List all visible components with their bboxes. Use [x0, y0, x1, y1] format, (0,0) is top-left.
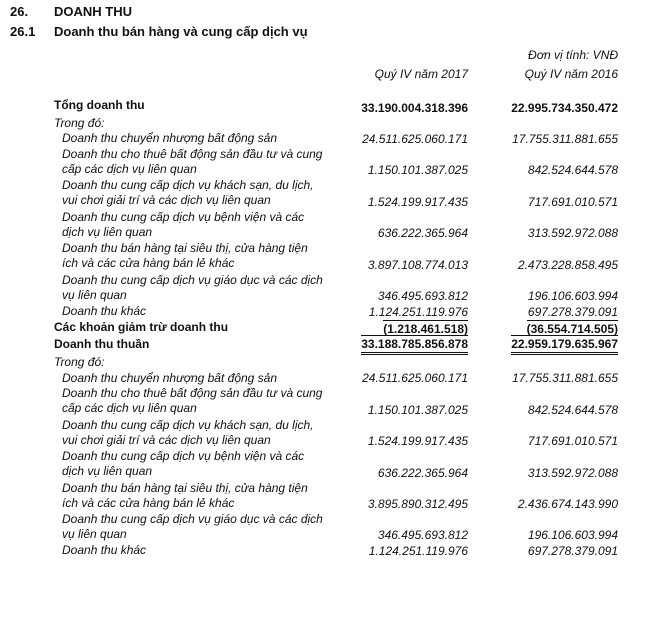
row-label-line: Doanh thu thuần: [54, 337, 150, 352]
row-label-line: Doanh thu cho thuê bất động sản đầu tư và cung: [62, 386, 323, 401]
row-label: [62, 241, 308, 271]
value-2017: 1.150.101.387.025: [367, 163, 468, 178]
row-label: [54, 337, 149, 352]
value-2016: 313.592.972.088: [527, 465, 618, 480]
value-2016: 17.755.311.881.655: [512, 132, 618, 147]
row-label-line: ích và các cửa hàng bán lẻ khác: [62, 256, 235, 271]
value-2017: 636.222.365.964: [377, 226, 468, 241]
value-2016: 717.691.010.571: [527, 194, 618, 209]
row-label-line: dịch vụ liên quan: [62, 224, 153, 239]
revenue-table: [0, 98, 660, 559]
row-label-line: Doanh thu bán hàng tại siêu thị, cửa hàng tiện: [62, 480, 308, 495]
value-2017: 1.124.251.119.976: [368, 544, 468, 559]
row-label: [62, 481, 308, 511]
value-2016: 22.995.734.350.472: [511, 100, 618, 115]
value-2017: 24.511.625.060.171: [362, 132, 468, 147]
row-label: [54, 116, 104, 131]
row-label-line: cấp các dịch vụ liên quan: [62, 401, 197, 416]
value-2016: 313.592.972.088: [527, 226, 618, 241]
value-2016: 842.524.644.578: [527, 402, 618, 417]
table-row: [0, 241, 660, 272]
row-label-line: Doanh thu bán hàng tại siêu thị, cửa hàng tiện: [62, 241, 308, 256]
row-label-line: vụ liên quan: [62, 287, 127, 302]
table-row: [0, 304, 660, 320]
table-row: [0, 147, 660, 178]
row-label-line: dịch vụ liên quan: [62, 464, 153, 479]
value-2017: 1.524.199.917.435: [367, 434, 468, 449]
value-2016: 22.959.179.635.967: [511, 335, 618, 355]
section-number: 26.: [10, 4, 29, 19]
value-2016: 2.436.674.143.990: [517, 497, 618, 512]
table-row: [0, 178, 660, 209]
subsection-title: Doanh thu bán hàng và cung cấp dịch vụ: [54, 24, 308, 39]
row-label: [62, 543, 146, 558]
row-label-line: Doanh thu cho thuê bất động sản đầu tư và cung: [62, 147, 323, 162]
table-row: [0, 273, 660, 304]
value-2017: 636.222.365.964: [377, 465, 468, 480]
table-row: [0, 116, 660, 132]
row-label-line: Doanh thu chuyển nhượng bất động sản: [62, 370, 278, 385]
section-title: DOANH THU: [54, 4, 132, 19]
row-label: [54, 355, 104, 370]
row-label-line: Doanh thu cung cấp dịch vụ bệnh viện và các: [62, 449, 305, 464]
row-label: [62, 449, 304, 479]
value-2016: 2.473.228.858.495: [517, 257, 618, 272]
row-label-line: cấp các dịch vụ liên quan: [62, 162, 197, 177]
value-2017: 1.524.199.917.435: [367, 194, 468, 209]
value-2017: 3.895.890.312.495: [367, 497, 468, 512]
table-row: [0, 210, 660, 241]
table-row: [0, 449, 660, 480]
row-label: [62, 512, 323, 542]
row-label-line: Các khoản giảm trừ doanh thu: [54, 319, 229, 334]
row-label-line: Doanh thu khác: [62, 304, 147, 319]
value-2016: (36.554.714.505): [526, 322, 618, 337]
row-label-line: Doanh thu chuyển nhượng bất động sản: [62, 131, 278, 146]
value-2017: 1.124.251.119.976: [368, 304, 468, 319]
table-row: [0, 386, 660, 417]
row-label-line: Tổng doanh thu: [54, 98, 145, 112]
value-2016: 697.278.379.091: [527, 544, 618, 559]
row-label-line: Trong đó:: [54, 115, 105, 130]
value-2017: 346.495.693.812: [377, 528, 468, 543]
row-label: [54, 98, 145, 113]
table-row: [0, 543, 660, 559]
row-label: [62, 418, 314, 448]
row-label: [62, 131, 277, 146]
value-2017: 1.150.101.387.025: [367, 402, 468, 417]
value-2016: 842.524.644.578: [527, 163, 618, 178]
row-label-line: Doanh thu cung cấp dịch vụ khách sạn, du lịch,: [62, 417, 314, 432]
currency-unit: Đơn vị tính: VNĐ: [528, 48, 618, 62]
row-label-line: Doanh thu cung cấp dịch vụ giáo dục và các dịch: [62, 272, 323, 287]
value-2016: 196.106.603.994: [527, 528, 618, 543]
table-row: [0, 512, 660, 543]
column-header-2017: Quý IV năm 2017: [374, 67, 468, 81]
value-2017: 3.897.108.774.013: [367, 257, 468, 272]
row-label: [62, 178, 314, 208]
row-label: [62, 386, 322, 416]
table-row: [0, 98, 660, 116]
row-label-line: vui chơi giải trí và các dịch vụ liên quan: [62, 193, 271, 208]
table-row: [0, 355, 660, 371]
row-label: [62, 147, 322, 177]
row-label: [62, 210, 304, 240]
row-label-line: Doanh thu cung cấp dịch vụ khách sạn, du lịch,: [62, 178, 314, 193]
row-label: [62, 371, 277, 386]
value-2017: (1.218.461.518): [383, 322, 468, 337]
column-header-2016: Quý IV năm 2016: [524, 67, 618, 81]
row-label: [54, 320, 228, 335]
table-row: [0, 371, 660, 387]
value-2017: 24.511.625.060.171: [362, 371, 468, 386]
row-label-line: Doanh thu khác: [62, 543, 147, 558]
table-row: [0, 418, 660, 449]
row-label: [62, 273, 323, 303]
table-row: [0, 337, 660, 355]
row-label-line: Trong đó:: [54, 355, 105, 370]
value-2016: 717.691.010.571: [527, 434, 618, 449]
row-label-line: Doanh thu cung cấp dịch vụ giáo dục và các dịch: [62, 512, 323, 527]
value-2016: 17.755.311.881.655: [512, 371, 618, 386]
row-label-line: Doanh thu cung cấp dịch vụ bệnh viện và các: [62, 209, 305, 224]
value-2016: 697.278.379.091: [527, 304, 618, 319]
row-label-line: vụ liên quan: [62, 527, 127, 542]
value-2017: 33.188.785.856.878: [361, 335, 468, 355]
value-2017: 346.495.693.812: [377, 289, 468, 304]
table-row: [0, 481, 660, 512]
value-2017: 33.190.004.318.396: [361, 100, 468, 115]
table-row: [0, 131, 660, 147]
row-label: [62, 304, 146, 319]
value-2016: 196.106.603.994: [527, 289, 618, 304]
subsection-number: 26.1: [10, 24, 36, 39]
row-label-line: vui chơi giải trí và các dịch vụ liên quan: [62, 432, 271, 447]
row-label-line: ích và các cửa hàng bán lẻ khác: [62, 495, 235, 510]
